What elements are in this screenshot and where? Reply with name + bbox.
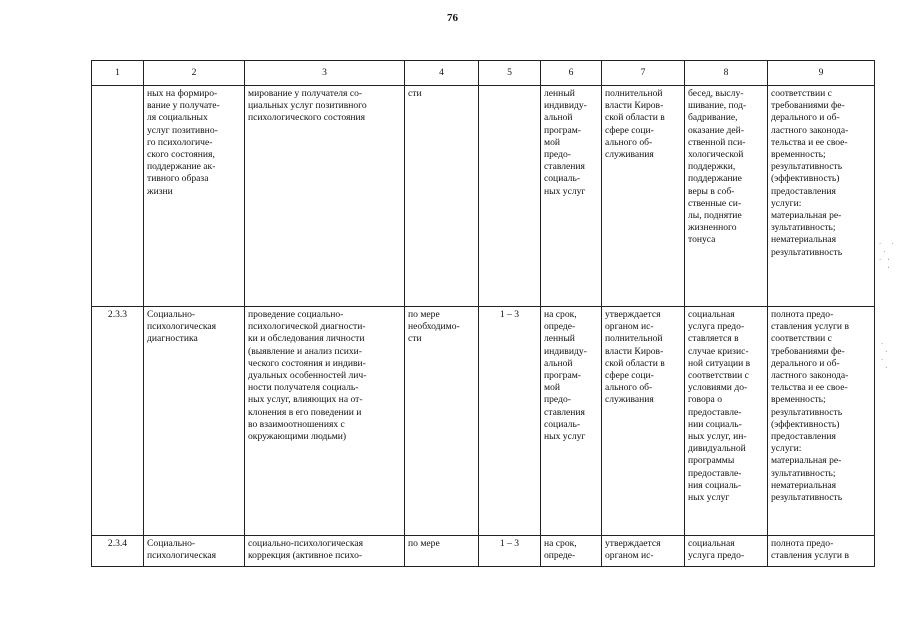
header-cell-7: 7 bbox=[602, 61, 685, 86]
header-cell-9: 9 bbox=[768, 61, 875, 86]
cell-term: ленный индивиду- альной програм- мой предо- ставления социаль- ных услуг bbox=[541, 86, 602, 307]
header-cell-2: 2 bbox=[144, 61, 245, 86]
cell-conditions: бесед, выслу- шивание, под- бадривание, оказание дей- ственной пси- хологической поддержки, поддержание веры в соб- ственные си- лы, поднятие жизненного тонуса bbox=[685, 86, 768, 307]
cell-duration: 1 – 3 bbox=[479, 307, 541, 536]
cell-quality: полнота предо- ставления услуги в соответствии с требованиями фе- дерального и об- ластного законода- тельства и ее свое- временность; результативность (эффективность) предоставления услуги: материальная ре- зультативность; нематериальная результативность bbox=[768, 307, 875, 536]
cell-quality: соответствии с требованиями фе- дерального и об- ластного законода- тельства и ее своe- временность; результативность (эффективность) предоставления услуги: материальная ре- зультативность; нематериальная результативность bbox=[768, 86, 875, 307]
header-cell-5: 5 bbox=[479, 61, 541, 86]
header-cell-1: 1 bbox=[92, 61, 144, 86]
scan-speckles: · · · · bbox=[880, 340, 889, 372]
cell-duration bbox=[479, 86, 541, 307]
cell-duration: 1 – 3 bbox=[479, 536, 541, 567]
cell-description: мирование у получателя со- циальных услуг позитивного психологического состояния bbox=[245, 86, 405, 307]
table-row bbox=[92, 536, 875, 567]
cell-term: на срок, опреде- ленный индивиду- альной програм- мой предо- ставления социаль- ных услуг bbox=[541, 307, 602, 536]
cell-service-name: Социально- психологическая диагностика bbox=[144, 307, 245, 536]
cell-quality: полнота предо- ставления услуги в bbox=[768, 536, 875, 567]
cell-conditions: социальная услуга предо- ставляется в случае кризис- ной ситуации в соответствии с условиями до- говора о предоставле- нии социаль- ных услуг, ин- дивидуальной программы предоставле- ния социаль- ных услуг bbox=[685, 307, 768, 536]
table-header-row bbox=[92, 61, 875, 86]
header-cell-6: 6 bbox=[541, 61, 602, 86]
cell-service-name: ных на формиро- вание у получате- ля социальных услуг позитивно- го психологиче- ского состояния, поддержание ак- тивного образа жизни bbox=[144, 86, 245, 307]
cell-tariff: утверждается органом ис- полнительной власти Киров- ской области в сфере соци- ального об- служивания bbox=[602, 307, 685, 536]
cell-tariff: полнительной власти Киров- ской области в сфере соци- ального об- служивания bbox=[602, 86, 685, 307]
cell-number bbox=[92, 86, 144, 307]
cell-term: на срок, опреде- bbox=[541, 536, 602, 567]
header-cell-4: 4 bbox=[405, 61, 479, 86]
page-number: 76 bbox=[447, 12, 458, 24]
cell-conditions: социальная услуга предо- bbox=[685, 536, 768, 567]
cell-description: проведение социально- психологической диагности- ки и обследования личности (выявление и анализ психи- ческого состояния и индиви- дуальных особенностей лич- ности получателя социаль- ных услуг, влияющих на от- клонения в его поведении и во взаимоотношениях с окружающими людьми) bbox=[245, 307, 405, 536]
scan-speckles: · · · · · · bbox=[878, 240, 895, 272]
cell-service-name: Социально- психологическая bbox=[144, 536, 245, 567]
table-row bbox=[92, 86, 875, 307]
cell-description: социально-психологическая коррекция (активное психо- bbox=[245, 536, 405, 567]
cell-number: 2.3.3 bbox=[92, 307, 144, 536]
header-cell-8: 8 bbox=[685, 61, 768, 86]
services-table bbox=[91, 60, 875, 567]
cell-tariff: утверждается органом ис- bbox=[602, 536, 685, 567]
table-row bbox=[92, 307, 875, 536]
cell-frequency: по мере необходимо- сти bbox=[405, 307, 479, 536]
cell-frequency: сти bbox=[405, 86, 479, 307]
cell-number: 2.3.4 bbox=[92, 536, 144, 567]
header-cell-3: 3 bbox=[245, 61, 405, 86]
cell-frequency: по мере bbox=[405, 536, 479, 567]
